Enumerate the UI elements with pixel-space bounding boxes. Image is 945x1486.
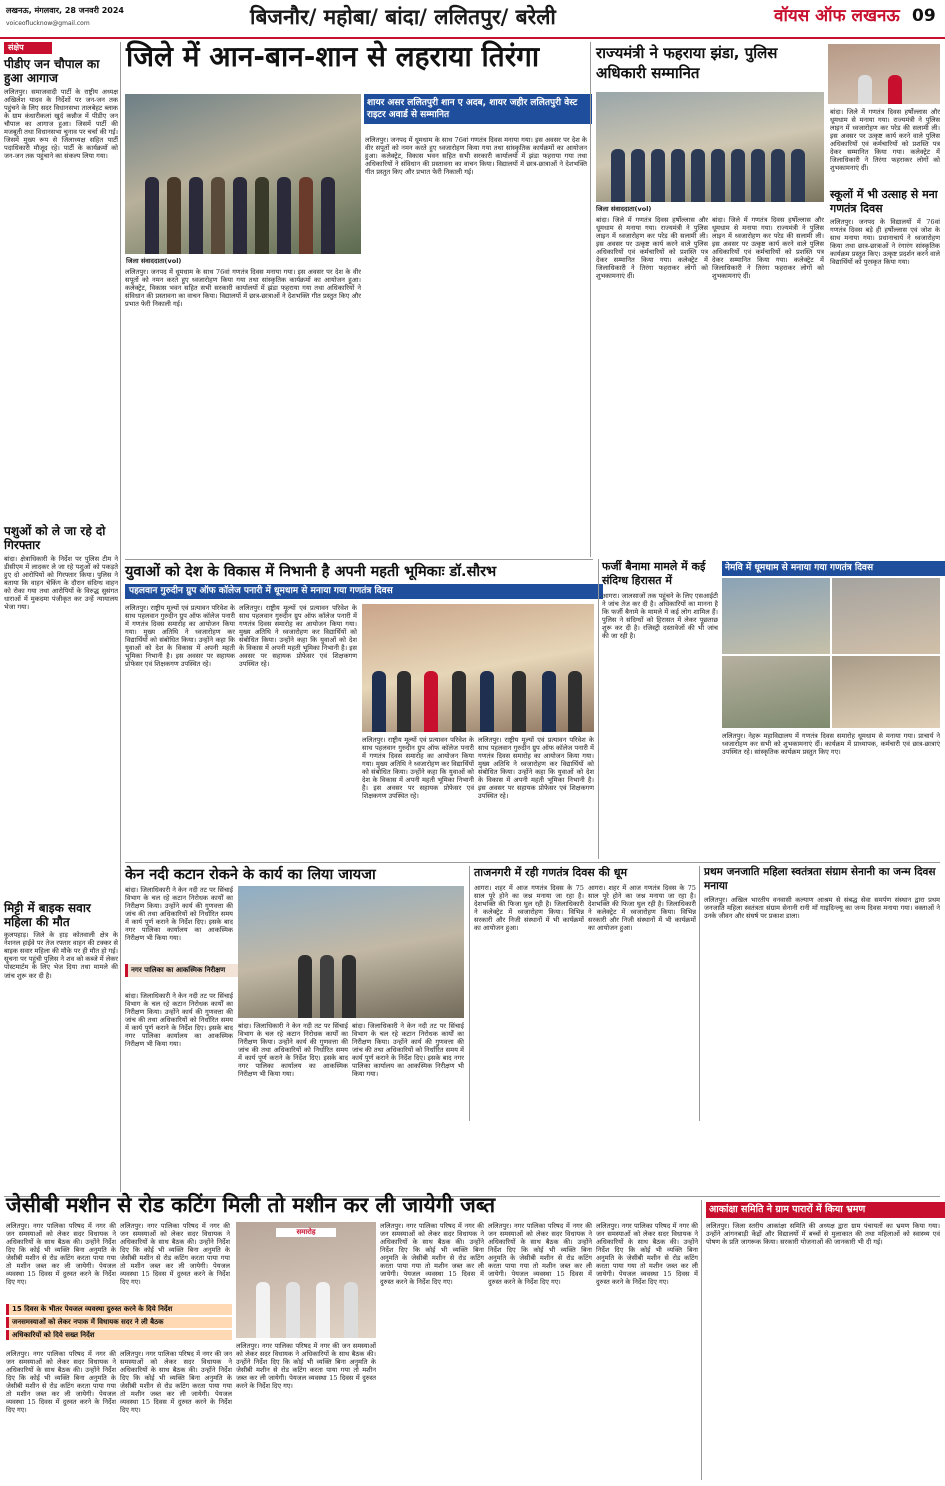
jcb-body: ललितपुर। नगर पालिका परिषद में नगर की जन समस्याओं को लेकर सदर विधायक ने अधिकारियों के साथ बैठक की। उन्होंने निर्देश दिए कि कोई भी व्यक्ति बिना अनुमति के जेसीबी मशीन से रोड कटिंग करता पाया गया तो मशीन जब्त कर ली जायेगी। पेयजल व्यवस्था 15 दिवस में दुरुस्त करने के निर्देश दिए गए। — [6, 1222, 116, 1287]
jcb-body-col4: ललितपुर। नगर पालिका परिषद में नगर की जन समस्याओं को लेकर सदर विधायक ने अधिकारियों के साथ बैठक की। उन्होंने निर्देश दिए कि कोई भी व्यक्ति बिना अनुमति के जेसीबी मशीन से रोड कटिंग करता पाया गया तो मशीन जब्त कर ली जायेगी। पेयजल व्यवस्था 15 दिवस में दुरुस्त करने के निर्देश दिए गए। — [120, 1350, 232, 1415]
jcb-headline: जेसीबी मशीन से रोड कटिंग मिली तो मशीन कर ली जायेगी जब्त — [6, 1193, 496, 1217]
rajyamantri-photo-2 — [828, 44, 940, 104]
nemvi-photo-1 — [722, 578, 830, 654]
sidebar-item-body: ललितपुर। समाजवादी पार्टी के राष्ट्रीय अध्यक्ष अखिलेश यादव के निर्देशों पर जन-जन तक पहुंचने के लिए सदर विधानसभा तालबेहट ब्लाक के ग्राम कंधारीकलां खुर्द कन्नौज में पीडीए जन चौपाल का आगाज हुआ। जिसमें पार्टी की मजबूती तथा विधानसभा चुनाव पर चर्चा की गई। जिसमें मुख्य रूप से जिलाध्यक्ष सहित पार्टी पदाधिकारी मौजूद रहे। पार्टी के कार्यक्रमों को जन-जन तक पहुंचाने का संकल्प लिया गया। — [4, 87, 118, 161]
tiranga-body: ललितपुर। जनपद में धूमधाम के साथ 76वां गणतंत्र दिवस मनाया गया। इस अवसर पर देश के वीर सपूतों को नमन करते हुए ध्वजारोहण किया गया तथा सांस्कृतिक कार्यक्रमों का आयोजन हुआ। कलेक्ट्रेट, विकास भवन सहित सभी सरकारी कार्यालयों में झंडा फहराया गया तथा अधिकारियों ने संविधान की प्रस्तावना का वाचन किया। विद्यालयों में छात्र-छात्राओं ने देशभक्ति गीत प्रस्तुत किए और प्रभात फेरी निकाली गई। — [125, 268, 361, 309]
jcb-body-col5: ललितपुर। नगर पालिका परिषद में नगर की जन समस्याओं को लेकर सदर विधायक ने अधिकारियों के साथ बैठक की। उन्होंने निर्देश दिए कि कोई भी व्यक्ति बिना अनुमति के जेसीबी मशीन से रोड कटिंग करता पाया गया तो मशीन जब्त कर ली जायेगी। पेयजल व्यवस्था 15 दिवस में दुरुस्त करने के निर्देश दिए गए। — [236, 1342, 376, 1391]
ken-nadi-subtag: नगर पालिका का आकस्मिक निरीक्षण — [125, 964, 238, 977]
rajyamantri-body-col3: बांदा। जिले में गणतंत्र दिवस हर्षोल्लास और धूमधाम से मनाया गया। राज्यमंत्री ने पुलिस लाइन में ध्वजारोहण कर परेड की सलामी ली। इस अवसर पर उत्कृष्ट कार्य करने वाले पुलिस अधिकारियों एवं कर्मचारियों को प्रशस्ति पत्र देकर सम्मानित किया गया। कलेक्ट्रेट में जिलाधिकारी ने तिरंगा फहराकर लोगों को शुभकामनाएं दीं। — [830, 108, 940, 173]
tiranga-photo — [125, 94, 361, 254]
sidebar — [4, 42, 118, 1202]
sidebar-item-title: मिट्टी में बाइक सवार महिला की मौत — [4, 900, 91, 929]
nemvi-headline: नेमवि में धूमधाम से मनाया गया गणतंत्र दिवस — [722, 561, 945, 576]
aakanksha-body: ललितपुर। जिला स्तरीय आकांक्षा समिति की अध्यक्ष द्वारा ग्राम पंचायतों का भ्रमण किया गया। उन्होंने आंगनबाड़ी केंद्रों और विद्यालयों में बच्चों से मुलाकात की तथा महिलाओं को स्वास्थ्य एवं पोषण के प्रति जागरूक किया। सरकारी योजनाओं की जानकारी भी दी गई। — [706, 1222, 940, 1247]
dr-saurabh-headline: युवाओं को देश के विकास में निभानी है अपनी महती भूमिकाः डॉ.सौरभ — [125, 564, 497, 580]
dr-saurabh-body-col3: ललितपुर। राष्ट्रीय मूल्यों एवं प्रत्यावन परिवेश के साथ पहलवान गुरुदीन ग्रुप ऑफ कॉलेज पनारी में गणतंत्र दिवस समारोह का आयोजन किया गया। मुख्य अतिथि ने ध्वजारोहण कर विद्यार्थियों को संबोधित किया। उन्होंने कहा कि युवाओं को देश के विकास में अपनी महती भूमिका निभानी है। इस अवसर पर सहायक प्रोफेसर एवं शिक्षकगण उपस्थित रहे। — [362, 736, 474, 801]
rajyamantri-body-col2: बांदा। जिले में गणतंत्र दिवस हर्षोल्लास और धूमधाम से मनाया गया। राज्यमंत्री ने पुलिस लाइन में ध्वजारोहण कर परेड की सलामी ली। इस अवसर पर उत्कृष्ट कार्य करने वाले पुलिस अधिकारियों एवं कर्मचारियों को प्रशस्ति पत्र देकर सम्मानित किया गया। कलेक्ट्रेट में जिलाधिकारी ने तिरंगा फहराकर लोगों को शुभकामनाएं दीं। — [712, 216, 824, 281]
rajyamantri-headline: राज्यमंत्री ने फहराया झंडा, पुलिस अधिकारी सम्मानित — [596, 44, 778, 82]
nemvi-photo-3 — [722, 656, 830, 728]
section-title: बिजनौर/ महोबा/ बांदा/ ललितपुर/ बरेली — [250, 5, 556, 29]
jcb-highlight: जनसमस्याओं को लेकर नपाक में विधायक सदर ने ली बैठक — [6, 1317, 232, 1328]
ken-nadi-body: बांदा। जिलाधिकारी ने केन नदी तट पर सिंचाई विभाग के चल रहे कटान निरोधक कार्यों का निरीक्षण किया। उन्होंने कार्य की गुणवत्ता की जांच की तथा अधिकारियों को निर्धारित समय में कार्य पूर्ण कराने के निर्देश दिए। इसके बाद नगर पालिका कार्यालय का आकस्मिक निरीक्षण भी किया गया। — [125, 886, 233, 943]
email-line: voiceoflucknow@gmail.com — [6, 20, 90, 27]
jcb-body-col6: ललितपुर। नगर पालिका परिषद में नगर की जन समस्याओं को लेकर सदर विधायक ने अधिकारियों के साथ बैठक की। उन्होंने निर्देश दिए कि कोई भी व्यक्ति बिना अनुमति के जेसीबी मशीन से रोड कटिंग करता पाया गया तो मशीन जब्त कर ली जायेगी। पेयजल व्यवस्था 15 दिवस में दुरुस्त करने के निर्देश दिए गए। — [380, 1222, 484, 1287]
rajyamantri-body: बांदा। जिले में गणतंत्र दिवस हर्षोल्लास और धूमधाम से मनाया गया। राज्यमंत्री ने पुलिस लाइन में ध्वजारोहण कर परेड की सलामी ली। इस अवसर पर उत्कृष्ट कार्य करने वाले पुलिस अधिकारियों एवं कर्मचारियों को प्रशस्ति पत्र देकर सम्मानित किया गया। कलेक्ट्रेट में जिलाधिकारी ने तिरंगा फहराकर लोगों को शुभकामनाएं दीं। — [596, 216, 708, 281]
ken-nadi-body-col4: बांदा। जिलाधिकारी ने केन नदी तट पर सिंचाई विभाग के चल रहे कटान निरोधक कार्यों का निरीक्षण किया। उन्होंने कार्य की गुणवत्ता की जांच की तथा अधिकारियों को निर्धारित समय में कार्य पूर्ण कराने के निर्देश दिए। इसके बाद नगर पालिका कार्यालय का आकस्मिक निरीक्षण भी किया गया। — [352, 1022, 464, 1079]
tiranga-headline: जिले में आन-बान-शान से लहराया तिरंगा — [126, 40, 540, 73]
nemvi-body: ललितपुर। नेहरू महाविद्यालय में गणतंत्र दिवस समारोह धूमधाम से मनाया गया। प्राचार्य ने ध्वजारोहण कर सभी को शुभकामनाएं दीं। कार्यक्रम में प्राध्यापक, कर्मचारी एवं छात्र-छात्राएं उपस्थित रहे। सांस्कृतिक कार्यक्रम प्रस्तुत किए गए। — [722, 732, 940, 757]
ken-nadi-body-col2: बांदा। जिलाधिकारी ने केन नदी तट पर सिंचाई विभाग के चल रहे कटान निरोधक कार्यों का निरीक्षण किया। उन्होंने कार्य की गुणवत्ता की जांच की तथा अधिकारियों को निर्धारित समय में कार्य पूर्ण कराने के निर्देश दिए। इसके बाद नगर पालिका कार्यालय का आकस्मिक निरीक्षण भी किया गया। — [125, 992, 233, 1049]
brand-name: वॉयस ऑफ लखनऊ — [774, 6, 900, 26]
sidebar-item-body: कुलपहाड़। जिले के हाड़ कोतवाली क्षेत्र के नेशनल हाईवे पर तेज रफ्तार वाहन की टक्कर से बाइक सवार महिला की मौके पर ही मौत हो गई। सूचना पर पहुंची पुलिस ने शव को कब्जे में लेकर पोस्टमार्टम के लिए भेज दिया तथा मामले की जांच शुरू कर दी है। — [4, 931, 118, 980]
sidebar-item-title: पीडीए जन चौपाल का हुआ आगाज — [4, 57, 100, 86]
masthead-rule — [0, 37, 945, 39]
jcb-body-col8: ललितपुर। नगर पालिका परिषद में नगर की जन समस्याओं को लेकर सदर विधायक ने अधिकारियों के साथ बैठक की। उन्होंने निर्देश दिए कि कोई भी व्यक्ति बिना अनुमति के जेसीबी मशीन से रोड कटिंग करता पाया गया तो मशीन जब्त कर ली जायेगी। पेयजल व्यवस्था 15 दिवस में दुरुस्त करने के निर्देश दिए गए। — [596, 1222, 698, 1287]
rajyamantri-photo-caption: जिला संवाददाता(vol) — [596, 205, 652, 213]
ken-nadi-body-col3: बांदा। जिलाधिकारी ने केन नदी तट पर सिंचाई विभाग के चल रहे कटान निरोधक कार्यों का निरीक्षण किया। उन्होंने कार्य की गुणवत्ता की जांच की तथा अधिकारियों को निर्धारित समय में कार्य पूर्ण कराने के निर्देश दिए। इसके बाद नगर पालिका कार्यालय का आकस्मिक निरीक्षण भी किया गया। — [238, 1022, 348, 1079]
sidebar-label: संक्षेप — [4, 42, 52, 54]
taajnagri-body-col2: आगरा। शहर में आज गणतंत्र दिवस के 75 साल पूरे होने का जश्न मनाया जा रहा है। देशभक्ति की फिजा घुल रही है। जिलाधिकारी ने कलेक्ट्रेट में ध्वजारोहण किया। विभिन्न सरकारी और निजी संस्थानों में भी कार्यक्रमों का आयोजन हुआ। — [588, 884, 696, 933]
taajnagri-body: आगरा। शहर में आज गणतंत्र दिवस के 75 साल पूरे होने का जश्न मनाया जा रहा है। देशभक्ति की फिजा घुल रही है। जिलाधिकारी ने कलेक्ट्रेट में ध्वजारोहण किया। विभिन्न सरकारी और निजी संस्थानों में भी कार्यक्रमों का आयोजन हुआ। — [474, 884, 584, 933]
pratham-mahila-headline: प्रथम जनजाति महिला स्वतंत्रता संग्राम सेनानी का जन्म दिवस मनाया — [704, 866, 936, 892]
aakanksha-headline: आकांक्षा समिति ने ग्राम पारारों में किया भ्रमण — [706, 1202, 945, 1218]
dr-saurabh-body: ललितपुर। राष्ट्रीय मूल्यों एवं प्रत्यावन परिवेश के साथ पहलवान गुरुदीन ग्रुप ऑफ कॉलेज पनारी में गणतंत्र दिवस समारोह का आयोजन किया गया। मुख्य अतिथि ने ध्वजारोहण कर विद्यार्थियों को संबोधित किया। उन्होंने कहा कि युवाओं को देश के विकास में अपनी महती भूमिका निभानी है। इस अवसर पर सहायक प्रोफेसर एवं शिक्षकगण उपस्थित रहे। — [125, 604, 235, 669]
dr-saurabh-body-col2: ललितपुर। राष्ट्रीय मूल्यों एवं प्रत्यावन परिवेश के साथ पहलवान गुरुदीन ग्रुप ऑफ कॉलेज पनारी में गणतंत्र दिवस समारोह का आयोजन किया गया। मुख्य अतिथि ने ध्वजारोहण कर विद्यार्थियों को संबोधित किया। उन्होंने कहा कि युवाओं को देश के विकास में अपनी महती भूमिका निभानी है। इस अवसर पर सहायक प्रोफेसर एवं शिक्षकगण उपस्थित रहे। — [239, 604, 357, 669]
dr-saurabh-body-col4: ललितपुर। राष्ट्रीय मूल्यों एवं प्रत्यावन परिवेश के साथ पहलवान गुरुदीन ग्रुप ऑफ कॉलेज पनारी में गणतंत्र दिवस समारोह का आयोजन किया गया। मुख्य अतिथि ने ध्वजारोहण कर विद्यार्थियों को संबोधित किया। उन्होंने कहा कि युवाओं को देश के विकास में अपनी महती भूमिका निभानी है। इस अवसर पर सहायक प्रोफेसर एवं शिक्षकगण उपस्थित रहे। — [478, 736, 594, 801]
tiranga-photo-caption: जिला संवाददाता(vol) — [126, 257, 182, 265]
jcb-highlights — [6, 1304, 232, 1342]
nemvi-photo-2 — [832, 578, 940, 654]
dr-saurabh-subheadline: पहलवान गुरुदीन ग्रुप ऑफ कॉलेज पनारी में धूमधाम से मनाया गया गणतंत्र दिवस — [125, 584, 603, 599]
tiranga-subheadline: शायर असर ललितपुरी शान ए अदब, शायर जहीर ललितपुरी वेस्ट राइटर अवार्ड से सम्मानित — [364, 94, 592, 124]
sidebar-item-body: बांदा। क्षेत्राधिकारी के निर्देश पर पुलिस टीम ने डीसीएम में लादकर ले जा रहे पशुओं को पकड़ते हुए दो आरोपियों को गिरफ्तार किया। पुलिस ने बताया कि वाहन चेकिंग के दौरान संदिग्ध वाहन को रोका गया तथा आरोपियों के विरुद्ध सुसंगत धाराओं में मुकदमा पंजीकृत कर उन्हें न्यायालय भेजा गया। — [4, 554, 118, 611]
pratham-mahila-body: ललितपुर। अखिल भारतीय वनवासी कल्याण आश्रम से संबद्ध सेवा समर्पण संस्थान द्वारा प्रथम जनजाति महिला स्वतंत्रता संग्राम सेनानी रानी माँ गाइदिन्ल्यू का जन्म दिवस मनाया गया। वक्ताओं ने उनके जीवन और संघर्ष पर प्रकाश डाला। — [704, 896, 940, 921]
sidebar-item-title: पशुओं को ले जा रहे दो गिरफ्तार — [4, 523, 106, 553]
date-line: लखनऊ, मंगलवार, 28 जनवरी 2024 — [6, 6, 124, 15]
jcb-highlight: अधिकारियों को दिये सख्त निर्देश — [6, 1330, 232, 1341]
farji-bainama-body: आगरा। जालसाजों तक पहुंचने के लिए एसआईटी ने जांच तेज कर दी है। अधिकारियों का मानना है कि फर्जी बैनामे के मामले में कई लोग शामिल हैं। पुलिस ने संदिग्धों को हिरासत में लेकर पूछताछ शुरू कर दी है। रजिस्ट्री दस्तावेजों की भी जांच की जा रही है। — [602, 592, 718, 641]
ken-nadi-headline: केन नदी कटान रोकने के कार्य का लिया जायजा — [125, 867, 376, 883]
jcb-photo — [236, 1222, 376, 1338]
nemvi-photo-4 — [832, 656, 940, 728]
taajnagri-headline: ताजनगरी में रही गणतंत्र दिवस की धूम — [474, 866, 628, 879]
jcb-body-col3: ललितपुर। नगर पालिका परिषद में नगर की जन समस्याओं को लेकर सदर विधायक ने अधिकारियों के साथ बैठक की। उन्होंने निर्देश दिए कि कोई भी व्यक्ति बिना अनुमति के जेसीबी मशीन से रोड कटिंग करता पाया गया तो मशीन जब्त कर ली जायेगी। पेयजल व्यवस्था 15 दिवस में दुरुस्त करने के निर्देश दिए गए। — [6, 1350, 116, 1415]
farji-bainama-headline: फर्जी बैनामा मामले में कई संदिग्ध हिरासत में — [602, 560, 706, 588]
jcb-highlight: 15 दिवस के भीतर पेयजल व्यवस्था दुरुस्त करने के दिये निर्देश — [6, 1304, 232, 1315]
page-number: 09 — [912, 6, 936, 26]
rajyamantri-photo — [596, 92, 824, 202]
tiranga-side-body: ललितपुर। जनपद में धूमधाम के साथ 76वां गणतंत्र दिवस मनाया गया। इस अवसर पर देश के वीर सपूतों को नमन करते हुए ध्वजारोहण किया गया तथा सांस्कृतिक कार्यक्रमों का आयोजन हुआ। कलेक्ट्रेट, विकास भवन सहित सभी सरकारी कार्यालयों में झंडा फहराया गया तथा अधिकारियों ने संविधान की प्रस्तावना का वाचन किया। विद्यालयों में छात्र-छात्राओं ने देशभक्ति गीत प्रस्तुत किए और प्रभात फेरी निकाली गई। — [365, 136, 587, 177]
jcb-body-col2: ललितपुर। नगर पालिका परिषद में नगर की जन समस्याओं को लेकर सदर विधायक ने अधिकारियों के साथ बैठक की। उन्होंने निर्देश दिए कि कोई भी व्यक्ति बिना अनुमति के जेसीबी मशीन से रोड कटिंग करता पाया गया तो मशीन जब्त कर ली जायेगी। पेयजल व्यवस्था 15 दिवस में दुरुस्त करने के निर्देश दिए गए। — [120, 1222, 230, 1287]
schools-body: ललितपुर। जनपद के विद्यालयों में 76वां गणतंत्र दिवस बड़े ही हर्षोल्लास एवं जोश के साथ मनाया गया। प्रधानाचार्य ने ध्वजारोहण किया तथा छात्र-छात्राओं ने रंगारंग सांस्कृतिक कार्यक्रम प्रस्तुत किए। उत्कृष्ट प्रदर्शन करने वाले विद्यार्थियों को पुरस्कृत किया गया। — [830, 218, 940, 267]
masthead — [0, 0, 945, 38]
jcb-body-col7: ललितपुर। नगर पालिका परिषद में नगर की जन समस्याओं को लेकर सदर विधायक ने अधिकारियों के साथ बैठक की। उन्होंने निर्देश दिए कि कोई भी व्यक्ति बिना अनुमति के जेसीबी मशीन से रोड कटिंग करता पाया गया तो मशीन जब्त कर ली जायेगी। पेयजल व्यवस्था 15 दिवस में दुरुस्त करने के निर्देश दिए गए। — [488, 1222, 592, 1287]
ken-nadi-photo — [238, 886, 464, 1018]
schools-headline: स्कूलों में भी उत्साह से मना गणतंत्र दिवस — [830, 188, 938, 215]
dr-saurabh-photo — [362, 604, 594, 732]
jcb-banner: समारोह — [276, 1228, 336, 1237]
